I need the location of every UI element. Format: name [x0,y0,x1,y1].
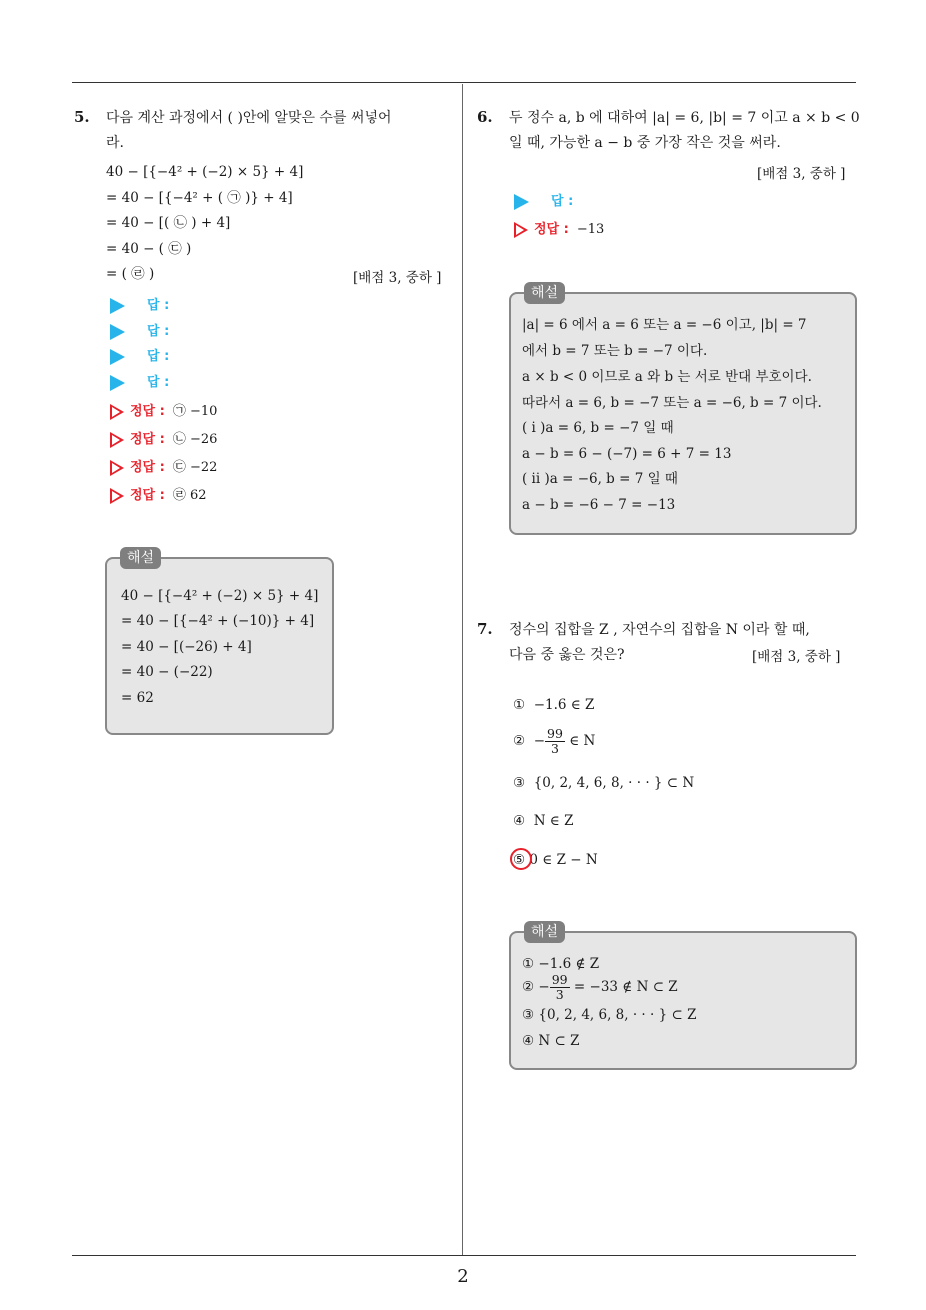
answer-label: 답 : [147,375,170,390]
choice-mark: ① [513,697,526,713]
explanation-line: ③ {0, 2, 4, 6, 8, · · · } ⊂ Z [522,1007,697,1023]
q5-step: = 40 − ( ㉢ ) [106,241,192,257]
q6-answer-row [514,190,573,210]
correct-arrow-icon [110,488,124,504]
answer-label: 답 : [147,324,170,339]
fraction-numerator: 99 [551,972,568,987]
q6-score: [배점 3, 중하 ] [757,166,846,182]
correct-arrow-icon [110,404,124,420]
q5-explanation-box [105,550,334,735]
q6-correct-row [514,218,604,238]
q7-choice-3[interactable] [513,773,694,793]
correct-label: 정답 : [130,432,165,447]
fraction-denominator: 3 [550,741,559,756]
explanation-line: = 40 − (−22) [121,664,213,680]
explanation-line: a × b < 0 이므로 a 와 b 는 서로 반대 부호이다. [522,369,812,385]
q7-choice-1[interactable] [513,695,594,715]
correct-label: 정답 : [130,488,165,503]
answer-label: 답 : [551,194,574,209]
explanation-line: = 40 − [(−26) + 4] [121,639,252,655]
bottom-rule [72,1255,856,1256]
choice-text: {0, 2, 4, 6, 8, · · · } ⊂ N [533,775,695,791]
correct-arrow-icon [110,432,124,448]
q5-text-line2: 라. [106,135,124,151]
explanation-line: 40 − [{−4² + (−2) × 5} + 4] [121,588,319,604]
q6-text-line1: 두 정수 a, b 에 대하여 |a| = 6, |b| = 7 이고 a × b < 0 [509,110,860,126]
explanation-prefix: ② − [522,979,550,995]
q5-score: [배점 3, 중하 ] [353,270,442,286]
choice-text: N ∈ Z [533,813,574,829]
explanation-line: a − b = −6 − 7 = −13 [522,497,676,513]
q5-correct-row [110,400,217,420]
page-number: 2 [457,1266,469,1287]
explanation-line [522,973,678,1002]
q5-text-line1: 다음 계산 과정에서 ( )안에 알맞은 수를 써넣어 [106,110,392,126]
q7-score: [배점 3, 중하 ] [752,649,841,665]
q5-step: = 40 − [{−4² + ( ㉠ )} + 4] [106,190,293,206]
correct-label: 정답 : [130,460,165,475]
fraction [545,727,565,756]
choice-mark: ② [513,733,526,749]
answer-label: 답 : [147,298,170,313]
q5-answer-row [110,320,169,340]
answer-arrow-icon [110,298,125,314]
explanation-tag: 해설 [524,282,565,304]
answer-arrow-icon [110,324,125,340]
top-rule [72,82,856,83]
q5-correct-row [110,456,217,476]
correct-answer: ㉡ −26 [172,432,218,447]
answer-arrow-icon [110,349,125,365]
correct-answer: ㉠ −10 [172,404,218,419]
explanation-line: ④ N ⊂ Z [522,1033,580,1049]
q7-number: 7. [477,620,493,638]
choice-prefix: − [533,733,546,749]
explanation-line: = 62 [121,690,154,706]
explanation-line: = 40 − [{−4² + (−10)} + 4] [121,613,315,629]
q5-step: = 40 − [( ㉡ ) + 4] [106,215,231,231]
q5-answer-row [110,371,169,391]
choice-mark: ④ [513,813,526,829]
q7-choice-4[interactable] [513,811,573,831]
correct-label: 정답 : [534,222,569,237]
correct-answer: ㉢ −22 [172,460,218,475]
q5-step: = ( ㉣ ) [106,266,155,282]
correct-label: 정답 : [130,404,165,419]
correct-answer: −13 [576,222,605,237]
choice-text: 0 ∈ Z − N [529,852,598,868]
q6-text-line2: 일 때, 가능한 a − b 중 가장 작은 것을 써라. [509,135,781,151]
explanation-line: 따라서 a = 6, b = −7 또는 a = −6, b = 7 이다. [522,395,822,411]
explanation-line: a − b = 6 − (−7) = 6 + 7 = 13 [522,446,732,462]
explanation-line: ( ii )a = −6, b = 7 일 때 [522,471,678,487]
q5-answer-row [110,294,169,314]
correct-answer: ㉣ 62 [172,488,207,503]
q7-text-line2: 다음 중 옳은 것은? [509,647,625,663]
choice-mark: ③ [513,775,526,791]
q5-number: 5. [74,108,90,126]
q7-text-line1: 정수의 집합을 Z , 자연수의 집합을 N 이라 할 때, [509,622,810,638]
explanation-line: |a| = 6 에서 a = 6 또는 a = −6 이고, |b| = 7 [522,317,807,333]
q6-explanation-box [509,285,857,535]
answer-arrow-icon [514,194,529,210]
q5-correct-row [110,484,207,504]
fraction-numerator: 99 [547,726,563,741]
choice-mark: ⑤ [513,852,526,868]
choice-text: −1.6 ∈ Z [533,697,595,713]
correct-arrow-icon [110,460,124,476]
correct-arrow-icon [514,222,528,238]
column-divider [462,84,463,1256]
explanation-line: ( i )a = 6, b = −7 일 때 [522,420,674,436]
explanation-tag: 해설 [524,921,565,943]
answer-label: 답 : [147,349,170,364]
explanation-suffix: = −33 ∉ N ⊂ Z [569,979,678,995]
explanation-line: 에서 b = 7 또는 b = −7 이다. [522,343,708,359]
q7-explanation-box [509,924,857,1070]
choice-suffix: ∈ N [564,733,596,749]
explanation-tag: 해설 [120,547,161,569]
q5-correct-row [110,428,217,448]
fraction-denominator: 3 [555,987,564,1002]
selected-answer-circle-icon [510,848,532,870]
q5-answer-row [110,345,169,365]
q7-choice-2[interactable] [513,727,595,756]
fraction [550,973,570,1002]
q6-number: 6. [477,108,493,126]
explanation-line: ① −1.6 ∉ Z [522,956,600,972]
answer-arrow-icon [110,375,125,391]
q5-step: 40 − [{−4² + (−2) × 5} + 4] [106,164,304,180]
